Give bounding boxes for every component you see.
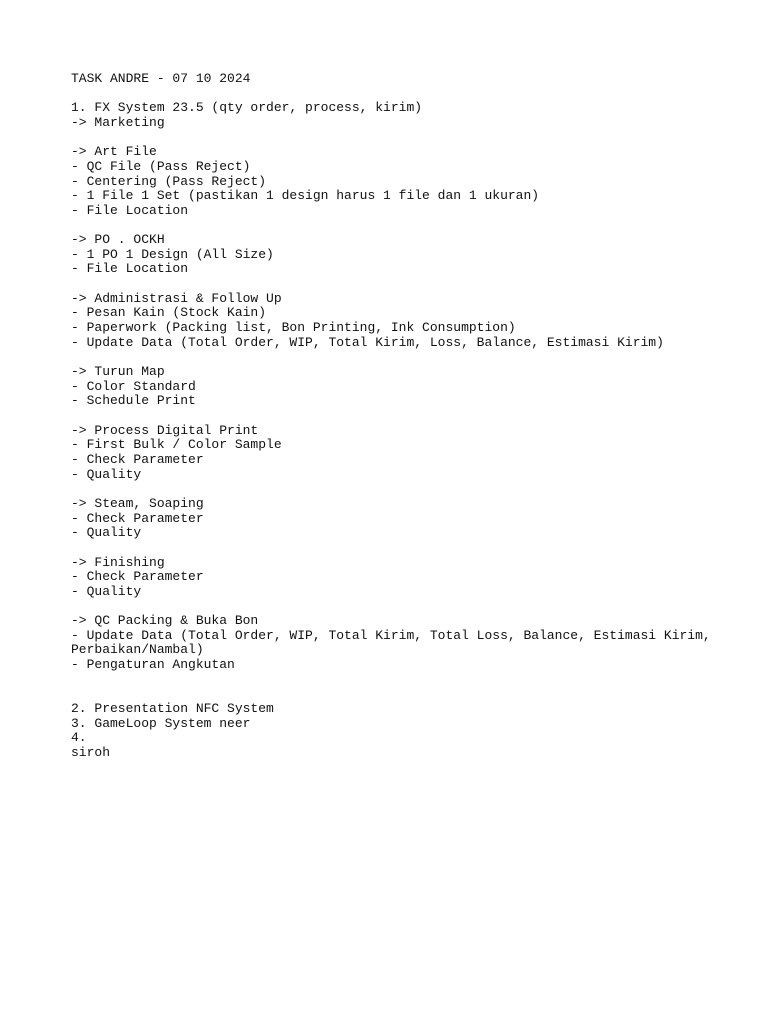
document-line: - Check Parameter [71, 510, 204, 526]
document-line: -> Turun Map [71, 364, 165, 380]
document-line: - 1 PO 1 Design (All Size) [71, 246, 274, 262]
document-line: - Quality [71, 525, 142, 541]
document-line: - Centering (Pass Reject) [71, 173, 267, 189]
document-line [71, 350, 751, 365]
document-line [71, 687, 751, 702]
document-line: -> Art File [71, 144, 157, 160]
document-line: - Update Data (Total Order, WIP, Total Kirim, Total Loss, Balance, Estimasi Kirim, [71, 627, 711, 643]
document-line [71, 277, 751, 292]
document-line: -> Steam, Soaping [71, 495, 204, 511]
document-line: - Quality [71, 466, 142, 482]
document-line: -> Administrasi & Follow Up [71, 290, 282, 306]
document-title: TASK ANDRE - 07 10 2024 [71, 71, 251, 86]
document-line [71, 219, 751, 234]
document-line: 2. Presentation NFC System [71, 701, 274, 717]
document-line: - Pengaturan Angkutan [71, 657, 235, 673]
document-page [71, 72, 751, 761]
document-line: -> Process Digital Print [71, 422, 259, 438]
document-line: 1. FX System 23.5 (qty order, process, kirim) [71, 100, 423, 116]
document-line: - QC File (Pass Reject) [71, 158, 251, 174]
document-line: - Update Data (Total Order, WIP, Total Kirim, Loss, Balance, Estimasi Kirim) [71, 334, 664, 350]
document-line: - File Location [71, 202, 189, 218]
document-line: - Color Standard [71, 378, 196, 394]
document-line: 4. [71, 730, 87, 746]
document-line [71, 541, 751, 556]
document-line: -> PO . OCKH [71, 232, 165, 248]
document-line [71, 409, 751, 424]
document-line: - Paperwork (Packing list, Bon Printing, Ink Consumption) [71, 320, 516, 336]
document-line: siroh [71, 745, 111, 761]
document-line [71, 600, 751, 615]
document-line: - 1 File 1 Set (pastikan 1 design harus 1 file dan 1 ukuran) [71, 188, 540, 204]
document-line: - First Bulk / Color Sample [71, 437, 282, 453]
document-line: - Quality [71, 583, 142, 599]
document-line: -> Finishing [71, 554, 165, 570]
document-line [71, 482, 751, 497]
document-line: 3. GameLoop System neer [71, 715, 251, 731]
document-line: - Schedule Print [71, 393, 196, 409]
document-line: - Check Parameter [71, 451, 204, 467]
document-line: - Pesan Kain (Stock Kain) [71, 305, 267, 321]
document-line: Perbaikan/Nambal) [71, 642, 204, 658]
document-line: - File Location [71, 261, 189, 277]
document-line: - Check Parameter [71, 569, 204, 585]
document-line: -> Marketing [71, 114, 165, 130]
document-line [71, 131, 751, 146]
document-line [71, 673, 751, 688]
document-line [71, 87, 751, 102]
document-line: -> QC Packing & Buka Bon [71, 613, 259, 629]
